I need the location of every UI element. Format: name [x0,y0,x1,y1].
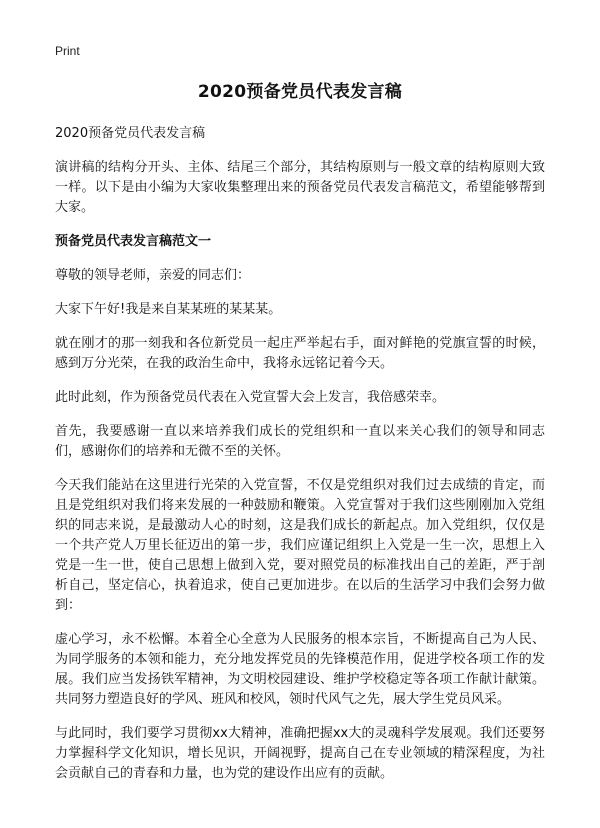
page-title: 2020预备党员代表发言稿 [197,82,403,102]
intro-paragraph: 演讲稿的结构分开头、主体、结尾三个部分，其结构原则与一般文章的结构原则大致一样。以下是由小编为大家收集整理出来的预备党员代表发言稿范文，希望能够帮到大家。 [55,160,545,215]
greeting-paragraph: 大家下午好!我是来自某某班的某某某。 [55,302,282,317]
body-paragraph: 虚心学习，永不松懈。本着全心全意为人民服务的根本宗旨，不断提高自己为人民、为同学服务的本领和能力，充分地发挥党员的先锋模范作用，促进学校各项工作的发展。我们应当发扬铁军精神，为文明校园建设、维护学校稳定等各项工作献计献策。共同努力塑造良好的学风、班风和校风，领时代风气之先，展大学生党员风采。 [55,632,545,707]
print-link[interactable]: Print [55,44,80,58]
salutation-paragraph: 尊敬的领导老师，亲爱的同志们： [55,268,251,283]
body-paragraph: 与此同时，我们要学习贯彻xx大精神，准确把握xx大的灵魂科学发展观。我们还要努力掌握科学文化知识，增长见识，开阔视野，提高自己在专业领域的精深程度，为社会贡献自己的青春和力量，也为党的建设作出应有的贡献。 [55,726,545,781]
body-paragraph: 首先，我要感谢一直以来培养我们成长的党组织和一直以来关心我们的领导和同志们，感谢你们的培养和无微不至的关怀。 [55,424,545,459]
body-paragraph: 此时此刻，作为预备党员代表在入党宣誓大会上发言，我倍感荣幸。 [55,390,446,405]
section-heading: 预备党员代表发言稿范文一 [55,234,212,249]
document-subtitle: 2020预备党员代表发言稿 [55,126,206,141]
body-paragraph: 今天我们能站在这里进行光荣的入党宣誓，不仅是党组织对我们过去成绩的肯定，而且是党组织对我们将来发展的一种鼓励和鞭策。入党宣誓对于我们这些刚刚加入党组织的同志来说，是最激动人心的时刻，这是我们成长的新起点。加入党组织，仅仅是一个共产党人万里长征迈出的第一步，我们应谨记组织上入党是一生一次，思想上入党是一生一世，使自己思想上做到入党，要对照党员的标准找出自己的差距，严于剖析自己，坚定信心，执着追求，使自己更加进步。在以后的生活学习中我们会努力做到： [55,478,545,613]
body-paragraph: 就在刚才的那一刻我和各位新党员一起庄严举起右手，面对鲜艳的党旗宣誓的时候，感到万分光荣，在我的政治生命中，我将永远铭记着今天。 [55,336,545,371]
